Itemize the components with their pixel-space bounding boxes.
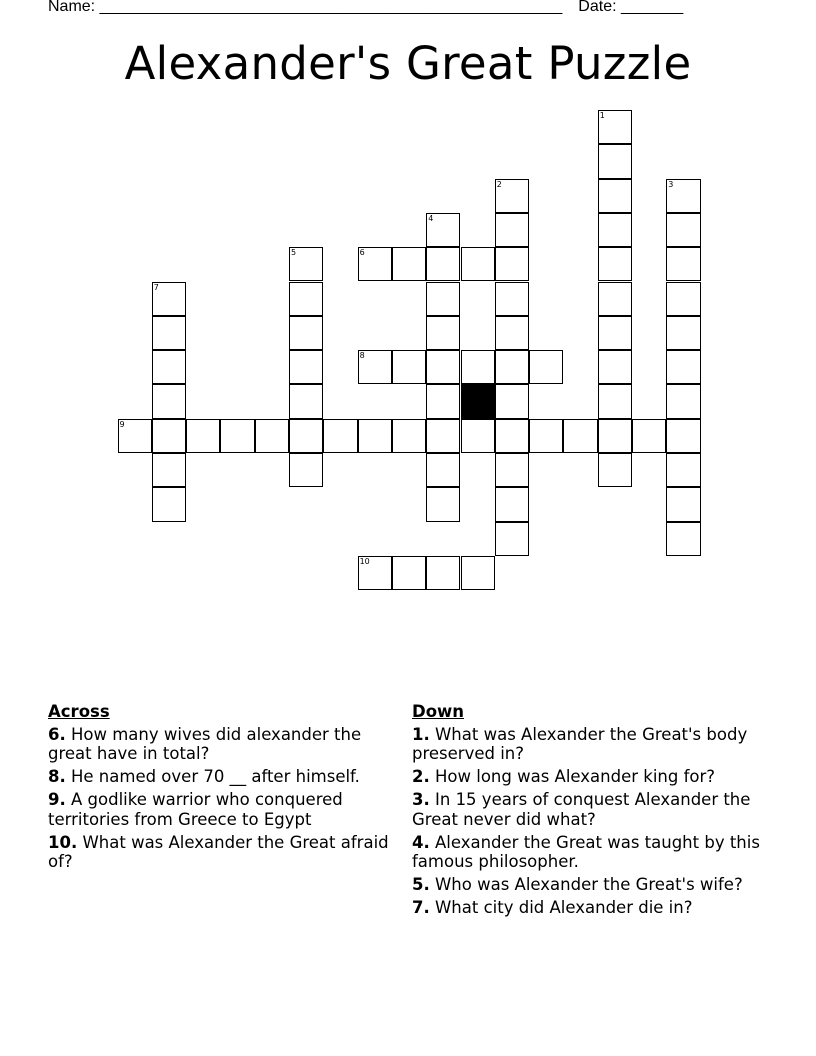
clue-number-label: 2	[496, 179, 502, 189]
clue-number: 5.	[412, 875, 430, 894]
down-clue	[412, 898, 762, 918]
clue-text: What city did Alexander die in?	[429, 898, 693, 917]
grid-cell[interactable]	[392, 350, 426, 384]
clue-number-label: 1	[599, 111, 605, 120]
across-clue	[48, 725, 393, 764]
clue-number: 1.	[412, 724, 430, 744]
clue-number-label: 8	[359, 351, 365, 361]
clue-number: 8.	[48, 767, 66, 786]
grid-cell[interactable]	[426, 316, 460, 350]
grid-cell[interactable]	[152, 350, 186, 384]
grid-cell[interactable]	[529, 350, 563, 384]
grid-cell[interactable]	[666, 419, 700, 453]
grid-cell[interactable]	[255, 419, 289, 453]
down-clue	[412, 790, 762, 829]
grid-cell[interactable]	[666, 179, 700, 213]
grid-cell[interactable]	[392, 556, 426, 590]
clue-text: In 15 years of conquest Alexander the Great never did what?	[412, 790, 751, 829]
grid-cell[interactable]	[426, 247, 460, 281]
down-clue	[412, 725, 762, 764]
across-clues	[48, 702, 393, 875]
clue-text: A godlike warrior who conquered territories from Greece to Egypt	[48, 790, 343, 829]
grid-cell[interactable]	[426, 384, 460, 418]
grid-cell[interactable]	[358, 247, 392, 281]
grid-cell[interactable]	[495, 316, 529, 350]
grid-cell[interactable]	[426, 350, 460, 384]
grid-cell[interactable]	[495, 419, 529, 453]
grid-cell[interactable]	[495, 384, 529, 418]
grid-cell[interactable]	[598, 419, 632, 453]
down-heading: Down	[412, 702, 465, 721]
grid-cell[interactable]	[598, 179, 632, 213]
grid-cell[interactable]	[666, 453, 700, 487]
grid-cell[interactable]	[220, 419, 254, 453]
grid-cell[interactable]	[426, 282, 460, 316]
grid-cell[interactable]	[426, 556, 460, 590]
clue-number-label: 10	[359, 556, 370, 566]
grid-cell[interactable]	[495, 282, 529, 316]
grid-cell[interactable]	[598, 350, 632, 384]
grid-cell[interactable]	[358, 556, 392, 590]
grid-cell[interactable]	[152, 316, 186, 350]
grid-cell[interactable]	[461, 556, 495, 590]
clue-text: How long was Alexander king for?	[429, 767, 716, 786]
across-clue	[48, 767, 393, 787]
across-clue	[48, 790, 393, 829]
grid-cell[interactable]	[461, 419, 495, 453]
grid-cell[interactable]	[598, 282, 632, 316]
grid-cell[interactable]	[323, 419, 357, 453]
grid-cell[interactable]	[118, 419, 152, 453]
grid-cell[interactable]	[495, 453, 529, 487]
grid-cell[interactable]	[598, 384, 632, 418]
down-clue	[412, 875, 762, 895]
clue-number: 7.	[412, 898, 430, 917]
grid-cell[interactable]	[426, 487, 460, 521]
clue-text: How many wives did alexander the great have in total?	[48, 724, 362, 763]
grid-cell[interactable]	[152, 453, 186, 487]
clue-number-label: 4	[428, 213, 434, 223]
grid-cell[interactable]	[666, 384, 700, 418]
grid-cell[interactable]	[152, 384, 186, 418]
grid-cell[interactable]	[563, 419, 597, 453]
grid-cell[interactable]	[392, 247, 426, 281]
clue-number: 3.	[412, 790, 430, 809]
grid-cell[interactable]	[666, 316, 700, 350]
grid-cell[interactable]	[186, 419, 220, 453]
black-square	[461, 384, 495, 418]
grid-cell[interactable]	[152, 419, 186, 453]
grid-cell[interactable]	[598, 453, 632, 487]
grid-cell[interactable]	[495, 487, 529, 521]
grid-cell[interactable]	[495, 213, 529, 247]
clue-number-label: 6	[359, 248, 365, 258]
date-field-label: Date: _______	[578, 0, 684, 15]
grid-cell[interactable]	[392, 419, 426, 453]
grid-cell[interactable]	[666, 282, 700, 316]
grid-cell[interactable]	[152, 282, 186, 316]
grid-cell[interactable]	[358, 350, 392, 384]
down-clues	[412, 702, 762, 921]
grid-cell[interactable]	[461, 247, 495, 281]
grid-cell[interactable]	[632, 419, 666, 453]
grid-cell[interactable]	[461, 350, 495, 384]
clue-number: 9.	[48, 790, 66, 809]
grid-cell[interactable]	[289, 453, 323, 487]
grid-cell[interactable]	[666, 213, 700, 247]
grid-cell[interactable]	[529, 419, 563, 453]
across-clue	[48, 833, 393, 872]
clue-number-label: 9	[119, 419, 125, 429]
grid-cell[interactable]	[289, 419, 323, 453]
grid-cell[interactable]	[495, 350, 529, 384]
grid-cell[interactable]	[289, 247, 323, 281]
grid-cell[interactable]	[289, 350, 323, 384]
puzzle-title: Alexander's Great Puzzle	[124, 37, 692, 90]
clue-number: 10.	[48, 832, 78, 852]
grid-cell[interactable]	[495, 522, 529, 556]
clue-number-label: 7	[153, 282, 159, 292]
grid-cell[interactable]	[495, 247, 529, 281]
grid-cell[interactable]	[666, 522, 700, 556]
grid-cell[interactable]	[598, 144, 632, 178]
clue-text: Who was Alexander the Great's wife?	[429, 875, 743, 894]
grid-cell[interactable]	[666, 350, 700, 384]
grid-cell[interactable]	[598, 110, 632, 144]
grid-cell[interactable]	[598, 316, 632, 350]
grid-cell[interactable]	[598, 247, 632, 281]
grid-cell[interactable]	[426, 419, 460, 453]
grid-cell[interactable]	[289, 282, 323, 316]
clue-text: What was Alexander the Great's body preserved in?	[412, 724, 748, 763]
grid-cell[interactable]	[152, 487, 186, 521]
down-clue	[412, 767, 762, 787]
grid-cell[interactable]	[289, 316, 323, 350]
clue-number: 4.	[412, 832, 430, 852]
grid-cell[interactable]	[666, 247, 700, 281]
grid-cell[interactable]	[426, 453, 460, 487]
clue-number: 6.	[48, 724, 66, 744]
grid-cell[interactable]	[426, 213, 460, 247]
clue-number: 2.	[412, 767, 430, 786]
grid-cell[interactable]	[666, 487, 700, 521]
clue-text: He named over 70 __ after himself.	[65, 767, 360, 786]
clue-number-label: 3	[668, 179, 674, 189]
across-heading: Across	[48, 702, 110, 721]
clue-text: Alexander the Great was taught by this famous philosopher.	[412, 832, 760, 871]
clue-text: What was Alexander the Great afraid of?	[48, 832, 389, 871]
down-clue	[412, 833, 762, 872]
grid-cell[interactable]	[358, 419, 392, 453]
grid-cell[interactable]	[495, 179, 529, 213]
grid-cell[interactable]	[598, 213, 632, 247]
clue-number-label: 5	[291, 248, 297, 258]
name-field-label: Name: ____________________________________________________	[48, 0, 563, 15]
grid-cell[interactable]	[289, 384, 323, 418]
